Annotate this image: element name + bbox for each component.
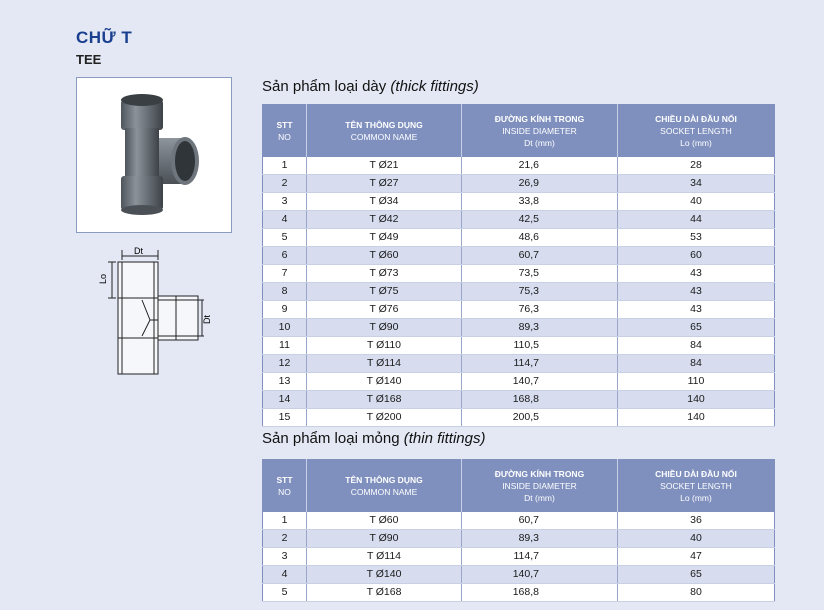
- table-row: [263, 336, 775, 354]
- cell-diameter: 168,8: [462, 583, 618, 601]
- cell-socket: 28: [618, 157, 775, 175]
- thin-title-en: (thin fittings): [403, 430, 486, 447]
- cell-name: T Ø49: [307, 228, 462, 246]
- cell-socket: 110: [618, 372, 775, 390]
- page-title: CHỮ T: [76, 28, 133, 47]
- cell-diameter: 110,5: [462, 336, 618, 354]
- table-row: [263, 547, 775, 565]
- col-header-socket: CHIỀU DÀI ĐẦU NỐI SOCKET LENGTH Lo (mm): [618, 105, 775, 157]
- thick-title-en: (thick fittings): [390, 78, 479, 95]
- cell-socket: 40: [618, 192, 775, 210]
- cell-name: T Ø168: [307, 390, 462, 408]
- thick-fittings-table: [262, 104, 775, 427]
- cell-no: 15: [263, 408, 307, 426]
- cell-no: 2: [263, 174, 307, 192]
- cell-socket: 34: [618, 174, 775, 192]
- cell-name: T Ø168: [307, 583, 462, 601]
- cell-diameter: 114,7: [462, 354, 618, 372]
- cell-name: T Ø200: [307, 408, 462, 426]
- cell-diameter: 21,6: [462, 157, 618, 175]
- cell-socket: 40: [618, 529, 775, 547]
- cell-name: T Ø42: [307, 210, 462, 228]
- table-row: [263, 246, 775, 264]
- col-header-name: TÊN THÔNG DỤNG COMMON NAME: [307, 460, 462, 512]
- thick-table-body: [263, 157, 775, 427]
- cell-socket: 44: [618, 210, 775, 228]
- table-row: [263, 529, 775, 547]
- cross-section-svg: [98, 246, 214, 382]
- cell-diameter: 140,7: [462, 372, 618, 390]
- cell-diameter: 33,8: [462, 192, 618, 210]
- cell-socket: 43: [618, 282, 775, 300]
- dim-d-branch-label: Dt: [202, 315, 212, 324]
- cell-socket: 80: [618, 583, 775, 601]
- cell-socket: 84: [618, 354, 775, 372]
- cell-no: 1: [263, 512, 307, 530]
- cell-diameter: 200,5: [462, 408, 618, 426]
- thick-title-vi: Sản phẩm loại dày: [262, 78, 387, 95]
- cell-name: T Ø34: [307, 192, 462, 210]
- product-photo: [76, 77, 232, 233]
- table-header-row: [263, 105, 775, 157]
- cell-socket: 43: [618, 300, 775, 318]
- cell-name: T Ø90: [307, 318, 462, 336]
- tee-technical-drawing: [98, 246, 214, 382]
- cell-name: T Ø60: [307, 246, 462, 264]
- cell-no: 10: [263, 318, 307, 336]
- table-row: [263, 174, 775, 192]
- table-row: [263, 583, 775, 601]
- cell-socket: 53: [618, 228, 775, 246]
- col-header-diameter: ĐƯỜNG KÍNH TRONG INSIDE DIAMETER Dt (mm): [462, 105, 618, 157]
- cell-no: 5: [263, 228, 307, 246]
- table-row: [263, 354, 775, 372]
- cell-diameter: 114,7: [462, 547, 618, 565]
- col-header-no: STT NO: [263, 105, 307, 157]
- cell-diameter: 140,7: [462, 565, 618, 583]
- cell-name: T Ø21: [307, 157, 462, 175]
- cell-no: 13: [263, 372, 307, 390]
- table-row: [263, 565, 775, 583]
- cell-no: 7: [263, 264, 307, 282]
- cell-name: T Ø60: [307, 512, 462, 530]
- cell-no: 9: [263, 300, 307, 318]
- cell-diameter: 89,3: [462, 529, 618, 547]
- thin-fittings-table: [262, 459, 775, 602]
- dim-l-label: Lo: [98, 273, 108, 284]
- thick-section-title: [262, 78, 479, 95]
- table-row: [263, 372, 775, 390]
- cell-name: T Ø110: [307, 336, 462, 354]
- cell-diameter: 89,3: [462, 318, 618, 336]
- col-header-diameter: ĐƯỜNG KÍNH TRONG INSIDE DIAMETER Dt (mm): [462, 460, 618, 512]
- cell-no: 14: [263, 390, 307, 408]
- cell-name: T Ø114: [307, 547, 462, 565]
- table-row: [263, 192, 775, 210]
- table-row: [263, 300, 775, 318]
- table-header-row: [263, 460, 775, 512]
- cell-diameter: 26,9: [462, 174, 618, 192]
- table-row: [263, 264, 775, 282]
- table-row: [263, 390, 775, 408]
- table-row: [263, 157, 775, 175]
- cell-socket: 65: [618, 318, 775, 336]
- cell-no: 1: [263, 157, 307, 175]
- cell-socket: 47: [618, 547, 775, 565]
- cell-diameter: 76,3: [462, 300, 618, 318]
- col-header-no: STT NO: [263, 460, 307, 512]
- cell-socket: 84: [618, 336, 775, 354]
- cell-no: 8: [263, 282, 307, 300]
- cell-name: T Ø76: [307, 300, 462, 318]
- cell-diameter: 75,3: [462, 282, 618, 300]
- cell-no: 2: [263, 529, 307, 547]
- table-row: [263, 228, 775, 246]
- cell-name: T Ø140: [307, 565, 462, 583]
- cell-socket: 140: [618, 390, 775, 408]
- table-row: [263, 210, 775, 228]
- thin-table-body: [263, 512, 775, 602]
- cell-no: 5: [263, 583, 307, 601]
- cell-no: 4: [263, 210, 307, 228]
- cell-name: T Ø27: [307, 174, 462, 192]
- cell-diameter: 60,7: [462, 512, 618, 530]
- thin-title-vi: Sản phẩm loại mỏng: [262, 430, 400, 447]
- cell-diameter: 168,8: [462, 390, 618, 408]
- page-subtitle: TEE: [76, 52, 102, 67]
- cell-diameter: 48,6: [462, 228, 618, 246]
- cell-name: T Ø140: [307, 372, 462, 390]
- cell-socket: 43: [618, 264, 775, 282]
- cell-diameter: 42,5: [462, 210, 618, 228]
- table-row: [263, 512, 775, 530]
- cell-no: 4: [263, 565, 307, 583]
- table-row: [263, 282, 775, 300]
- col-header-name: TÊN THÔNG DỤNG COMMON NAME: [307, 105, 462, 157]
- cell-no: 3: [263, 547, 307, 565]
- cell-no: 11: [263, 336, 307, 354]
- cell-socket: 140: [618, 408, 775, 426]
- thin-section-title: [262, 430, 485, 447]
- cell-socket: 65: [618, 565, 775, 583]
- cell-diameter: 60,7: [462, 246, 618, 264]
- table-row: [263, 318, 775, 336]
- table-row: [263, 408, 775, 426]
- cell-no: 3: [263, 192, 307, 210]
- cell-diameter: 73,5: [462, 264, 618, 282]
- tee-fitting-image: [77, 78, 231, 232]
- cell-socket: 60: [618, 246, 775, 264]
- cell-name: T Ø114: [307, 354, 462, 372]
- cell-no: 12: [263, 354, 307, 372]
- cell-name: T Ø73: [307, 264, 462, 282]
- cell-no: 6: [263, 246, 307, 264]
- dim-d-label: Dt: [134, 246, 143, 256]
- cell-name: T Ø75: [307, 282, 462, 300]
- cell-name: T Ø90: [307, 529, 462, 547]
- col-header-socket: CHIỀU DÀI ĐẦU NỐI SOCKET LENGTH Lo (mm): [618, 460, 775, 512]
- cell-socket: 36: [618, 512, 775, 530]
